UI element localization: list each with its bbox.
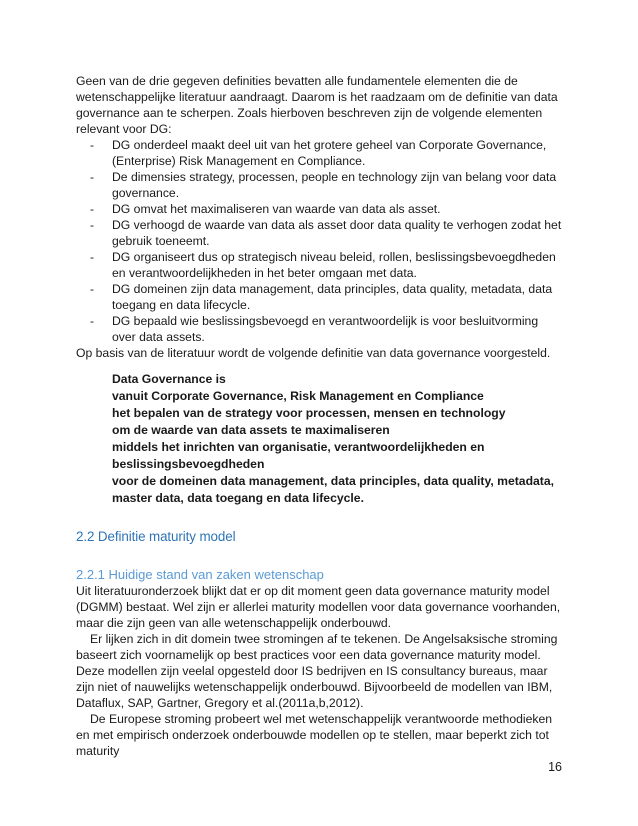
dg-definition [112, 371, 562, 507]
list-item: - DG omvat het maximaliseren van waarde van data als asset. [76, 201, 562, 217]
body-paragraph: Uit literatuuronderzoek blijkt dat er op dit moment geen data governance maturity model (DGMM) bestaat. Wel zijn er allerlei maturity modellen voor data governance voorhanden, maar die zijn geen van alle wetenschappelijk onderbouwd. [76, 584, 561, 630]
list-item: - DG domeinen zijn data management, data principles, data quality, metadata, data toegang en data lifecycle. [76, 281, 562, 313]
page-number: 16 [548, 760, 562, 774]
section-heading: 2.2 Definitie maturity model [76, 529, 236, 544]
body-paragraph: De Europese stroming probeert wel met wetenschappelijk verantwoorde methodieken en met empirisch onderzoek onderbouwde modellen op te stellen, maar beperkt zich tot maturity [76, 712, 553, 758]
list-item: - DG organiseert dus op strategisch niveau beleid, rollen, beslissingsbevoegdheden en verantwoordelijkheden in het beter omgaan met data. [76, 249, 562, 281]
subsection-heading: 2.2.1 Huidige stand van zaken wetenschap [76, 567, 324, 582]
definition-line: het bepalen van de strategy voor processen, mensen en technology [112, 406, 506, 420]
conclusion-paragraph: Op basis van de literatuur wordt de volgende definitie van data governance voorgesteld. [76, 346, 551, 360]
document-page [76, 73, 562, 759]
definition-line: om de waarde van data assets te maximaliseren [112, 423, 390, 437]
list-item: - De dimensies strategy, processen, people en technology zijn van belang voor data governance. [76, 169, 562, 201]
definition-line: vanuit Corporate Governance, Risk Management en Compliance [112, 389, 484, 403]
definition-line: Data Governance is [112, 372, 226, 386]
definition-line: voor de domeinen data management, data principles, data quality, metadata, master data, data toegang en data lifecycle. [112, 474, 555, 505]
dg-elements-list [76, 137, 562, 345]
definition-line: middels het inrichten van organisatie, verantwoordelijkheden en beslissingsbevoegdheden [112, 440, 485, 471]
list-item: - DG verhoogd de waarde van data als asset door data quality te verhogen zodat het gebruik toeneemt. [76, 217, 562, 249]
list-item: - DG onderdeel maakt deel uit van het grotere geheel van Corporate Governance, (Enterprise) Risk Management en Compliance. [76, 137, 562, 169]
intro-paragraph: Geen van de drie gegeven definities bevatten alle fundamentele elementen die de wetenschappelijke literatuur aandraagt. Daarom is het raadzaam om de definitie van data governance aan te scherpen. Zoals hierboven beschreven zijn de volgende elementen relevant voor DG: [76, 74, 558, 136]
list-item: - DG bepaald wie beslissingsbevoegd en verantwoordelijk is voor besluitvorming over data assets. [76, 313, 562, 345]
body-paragraph: Er lijken zich in dit domein twee stromingen af te tekenen. De Angelsaksische stroming baseert zich voornamelijk op best practices voor een data governance maturity model. Deze modellen zijn veelal opgesteld door IS bedrijven en IS consultancy bureaus, maar zijn niet of nauwelijks wetenschappelijk onderbouwd. Bijvoorbeeld de modellen van IBM, Dataflux, SAP, Gartner, Gregory et al.(2011a,b,2012). [76, 632, 558, 710]
